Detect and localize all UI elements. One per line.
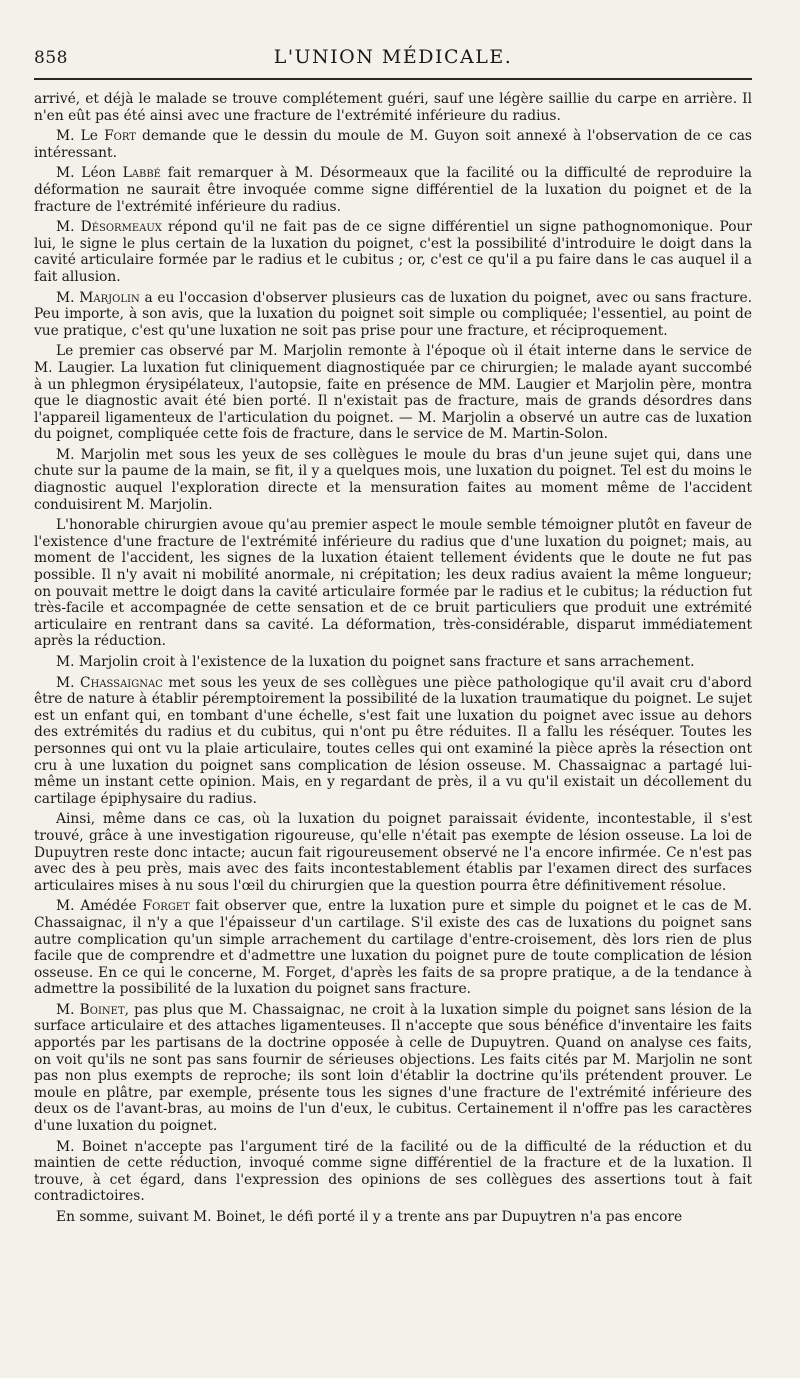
paragraph-prefix: M. Amédée xyxy=(56,898,143,915)
paragraph-text: M. Marjolin croit à l'existence de la luxation du poignet sans fracture et sans arrachement. xyxy=(56,654,695,670)
paragraph-text: , pas plus que M. Chassaignac, ne croit à la luxation simple du poignet sans lésion de la surface articulaire et des attaches ligamenteuses. Il n'accepte que sous bénéfice d'inventaire les faits apportés par les partisans de la doctrine opposée à celle de Dupuytren. Quand on analyse ces faits, on voit qu'ils ne sont pas sans fournir de sérieuses objections. Les faits cités par M. Marjolin ne sont pas non plus exempts de reproche; ils sont loin d'établir la doctrine qu'ils prétendent prouver. Le moule en plâtre, par exemple, présente tous les signes d'une fracture de l'extrémité inférieure des deux os de l'avant-bras, au moins de l'un d'eux, le cubitus. Certainement il n'offre pas les caractères d'une luxation du poignet. xyxy=(34,1001,752,1135)
paragraph xyxy=(34,1002,752,1135)
paragraph-text: Le premier cas observé par M. Marjolin remonte à l'époque où il était interne dans le service de M. Laugier. La luxation fut cliniquement diagnostiquée par ce chirurgien; le malade ayant succombé à un phlegmon érysipélateux, l'autopsie, faite en présence de MM. Laugier et Marjolin père, montra que le diagnostic avait été bien porté. Il n'existait pas de fracture, mais de grands désordres dans l'appareil ligamenteux de l'articulation du poignet. — M. Marjolin a observé un autre cas de luxation du poignet, compliquée cette fois de fracture, dans le service de M. Martin-Solon. xyxy=(34,343,752,443)
speaker-name: Forget xyxy=(142,898,190,915)
speaker-name: Boinet xyxy=(79,1001,125,1018)
page-number: 858 xyxy=(34,48,68,68)
paragraph-text: L'honorable chirurgien avoue qu'au premier aspect le moule semble témoigner plutôt en faveur de l'existence d'une fracture de l'extrémité inférieure du radius que d'une luxation du poignet; mais, au moment de l'accident, les signes de la luxation étaient tellement évidents que le doute ne fut pas possible. Il n'y avait ni mobilité anormale, ni crépitation; les deux radius avaient la même longueur; on pouvait mettre le doigt dans la cavité articulaire formée par le radius et le cubitus; la réduction fut très-facile et accompagnée de cette sensation et de ce bruit particuliers que produit une extrémité articulaire en rentrant dans sa cavité. La déformation, très-considérable, disparut immédiatement après la réduction. xyxy=(34,517,752,650)
paragraph-text: fait observer que, entre la luxation pure et simple du poignet et le cas de M. Chassaignac, il n'y a que l'épaisseur d'un cartilage. S'il existe des cas de luxations du poignet sans autre complication qu'un simple arrachement du cartilage d'entre-croisement, dès lors rien de plus facile que de comprendre et d'admettre une luxation du poignet pure de toute complication de lésion osseuse. En ce qui le concerne, M. Forget, d'après les faits de sa propre pratique, a de la tendance à admettre la possibilité de la luxation du poignet sans fracture. xyxy=(34,898,752,998)
paragraph-prefix: M. Léon xyxy=(56,165,123,182)
paragraph-text: demande que le dessin du moule de M. Guyon soit annexé à l'observation de ce cas intéressant. xyxy=(34,128,752,161)
paragraph-prefix: M. xyxy=(56,674,81,691)
header-rule xyxy=(34,78,752,80)
paragraph xyxy=(34,290,752,340)
paragraph xyxy=(34,898,752,998)
paragraph xyxy=(34,219,752,285)
paragraph-prefix: M. xyxy=(56,289,80,306)
paragraph-text: arrivé, et déjà le malade se trouve complétement guéri, sauf une légère saillie du carpe en arrière. Il n'en eût pas été ainsi avec une fracture de l'extrémité inférieure du radius. xyxy=(34,91,752,124)
paragraph xyxy=(34,447,752,513)
page xyxy=(34,38,752,1230)
article-body xyxy=(34,91,752,1226)
speaker-name: Fort xyxy=(104,128,136,145)
running-title: L'UNION MÉDICALE. xyxy=(273,46,513,68)
speaker-name: Désormeaux xyxy=(80,219,162,236)
paragraph xyxy=(34,343,752,443)
paragraph-text: répond qu'il ne fait pas de ce signe différentiel un signe pathognomonique. Pour lui, le signe le plus certain de la luxation du poignet, c'est la possibilité d'introduire le doigt dans la cavité articulaire formée par le radius et le cubitus ; or, c'est ce qu'il a pu faire dans le cas auquel il a fait allusion. xyxy=(34,219,752,285)
paragraph xyxy=(34,1209,752,1226)
paragraph-text: En somme, suivant M. Boinet, le défi porté il y a trente ans par Dupuytren n'a pas encore xyxy=(56,1209,683,1225)
paragraph xyxy=(34,128,752,161)
paragraph-text: M. Boinet n'accepte pas l'argument tiré de la facilité ou de la difficulté de la réduction et du maintien de cette réduction, invoqué comme signe différentiel de la fracture et de la luxation. Il trouve, à cet égard, dans l'expression des opinions de ses collègues des assertions tout à fait contradictoires. xyxy=(34,1138,752,1205)
paragraph-text: Ainsi, même dans ce cas, où la luxation du poignet paraissait évidente, incontestable, il s'est trouvé, grâce à une investigation rigoureuse, qu'elle n'était pas exempte de lésion osseuse. La loi de Dupuytren reste donc intacte; aucun fait rigoureusement observé ne l'a encore infirmée. Ce n'est pas avec des à peu près, mais avec des faits incontestablement établis par l'examen direct des surfaces articulaires mises à nu sous l'œil du chirurgien que la question pourra être définitivement résolue. xyxy=(34,811,752,894)
paragraph xyxy=(34,1139,752,1205)
paragraph-prefix: M. xyxy=(56,219,81,236)
paragraph-text: M. Marjolin met sous les yeux de ses collègues le moule du bras d'un jeune sujet qui, dans une chute sur la paume de la main, se fit, il y a quelques mois, une luxation du poignet. Tel est du moins le diagnostic auquel l'exploration directe et la mensuration faites au moment même de l'accident conduisirent M. Marjolin. xyxy=(34,446,752,513)
paragraph xyxy=(34,165,752,215)
paragraph-text: met sous les yeux de ses collègues une pièce pathologique qu'il avait cru d'abord être de nature à établir péremptoirement la possibilité de la luxation traumatique du poignet. Le sujet est un enfant qui, en tombant d'une échelle, s'est fait une luxation du poignet avec issue au dehors des extrémités du radius et du cubitus, qui n'ont pu être réduites. Il a fallu les réséquer. Toutes les personnes qui ont vu la plaie articulaire, toutes celles qui ont examiné la pièce après la résection ont cru à une luxation du poignet sans complication de lésion osseuse. M. Chassaignac a partagé lui-même un instant cette opinion. Mais, en y regardant de près, il a vu qu'il existait un décollement du cartilage épiphysaire du radius. xyxy=(34,674,752,807)
speaker-name: Chassaignac xyxy=(80,674,163,691)
paragraph-prefix: M. Le xyxy=(56,128,105,145)
page-header xyxy=(34,38,752,72)
paragraph-text: a eu l'occasion d'observer plusieurs cas de luxation du poignet, avec ou sans fracture. Peu importe, à son avis, que la luxation du poignet soit simple ou compliquée; l'essentiel, au point de vue pratique, c'est qu'une luxation ne soit pas prise pour une fracture, et réciproquement. xyxy=(34,289,752,339)
paragraph xyxy=(34,654,752,671)
paragraph xyxy=(34,91,752,124)
paragraph-text: fait remarquer à M. Désormeaux que la facilité ou la difficulté de reproduire la déformation ne saurait être invoquée comme signe différentiel de la luxation du poignet et de la fracture de l'extrémité inférieure du radius. xyxy=(34,165,752,215)
speaker-name: Marjolin xyxy=(79,289,140,306)
paragraph xyxy=(34,517,752,650)
paragraph xyxy=(34,675,752,808)
speaker-name: Labbé xyxy=(122,165,161,182)
paragraph-prefix: M. xyxy=(56,1001,80,1018)
paragraph xyxy=(34,811,752,894)
